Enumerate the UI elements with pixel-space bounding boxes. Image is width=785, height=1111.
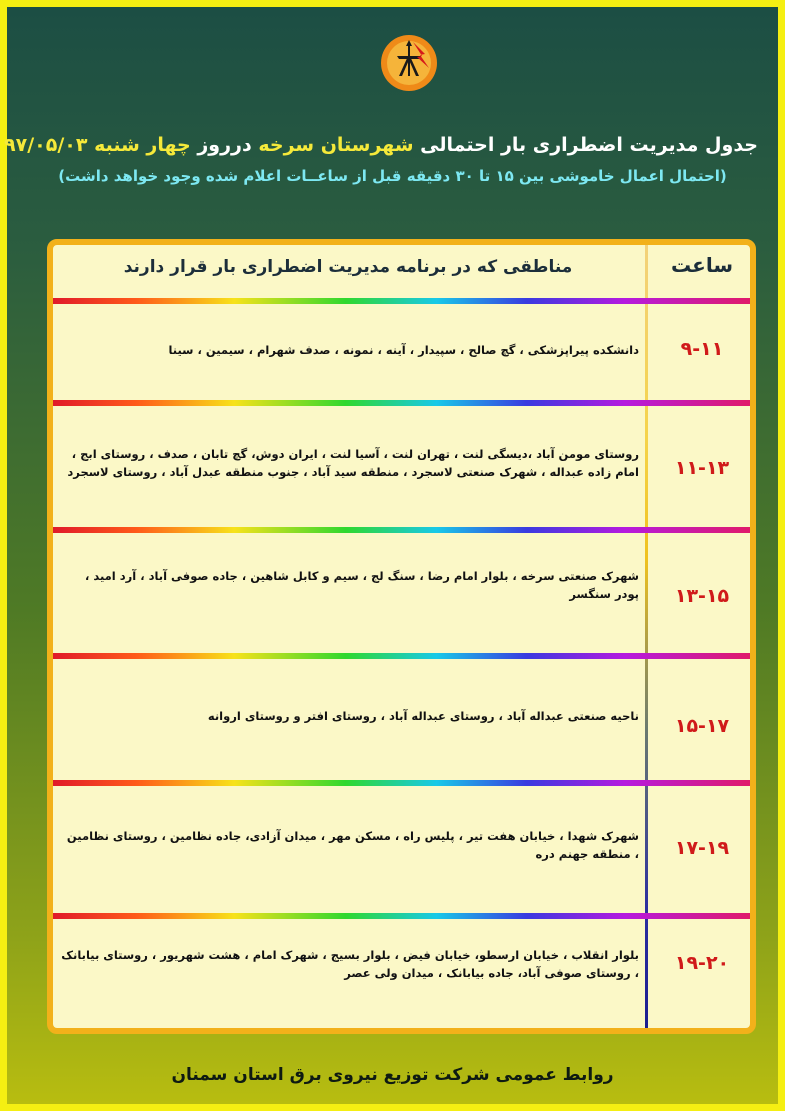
row-areas: شهرک صنعتی سرخه ، بلوار امام رضا ، سنگ لج ، سیم و کابل شاهین ، جاده صوفی آباد ، آرد امید ، پودر سنگسر: [84, 569, 639, 601]
rainbow-divider: [53, 400, 750, 406]
row-areas: دانشکده پیراپزشکی ، گچ صالح ، سپیدار ، آینه ، نمونه ، صدف شهرام ، سیمین ، سینا: [168, 343, 639, 357]
row-areas: ناحیه صنعتی عبداله آباد ، روستای عبداله آباد ، روستای افتر و روستای اروانه: [207, 709, 639, 723]
row-areas: بلوار انقلاب ، خیابان ارسطو، خیابان فیض ، بلوار بسیج ، شهرک امام ، هشت شهریور ، روستای بیابانک ، روستای صوفی آباد، جاده بیابانک ، میدان ولی عصر: [61, 948, 639, 980]
footer-credit: روابط عمومی شرکت توزیع نیروی برق استان سمنان: [171, 1065, 614, 1085]
areas-column-header: مناطقی که در برنامه مدیریت اضطراری بار قرار دارند: [123, 257, 573, 277]
row-time: ۹-۱۱: [680, 338, 724, 360]
row-time: ۱۷-۱۹: [674, 837, 730, 859]
row-areas: شهرک شهدا ، خیابان هفت تیر ، پلیس راه ، مسکن مهر ، میدان آزادی، جاده نظامین ، روستای نظامین ، منطقه جهنم دره: [66, 829, 639, 861]
rainbow-divider: [53, 527, 750, 533]
rainbow-divider: [53, 298, 750, 304]
schedule-table: [47, 239, 756, 1034]
title-part2: درروز: [190, 134, 259, 156]
row-time: ۱۱-۱۳: [674, 457, 730, 479]
row-time: ۱۵-۱۷: [674, 715, 730, 737]
rainbow-divider: [53, 780, 750, 786]
title-date: چهار شنبه ۹۷/۰۵/۰۳: [4, 134, 191, 156]
page-subtitle: (احتمال اعمال خاموشی بین ۱۵ تا ۳۰ دقیقه قبل از ساعــات اعلام شده وجود خواهد داشت): [58, 167, 727, 185]
row-areas: روستای مومن آباد ،دیسگی لنت ، تهران لنت ، آسیا لنت ، ایران دوش، گچ تابان ، صدف ، روستای ابج ، امام زاده عبداله ، شهرک صنعتی لاسجرد ، منطقه سید آباد ، جنوب منطقه عبدل آباد ، روستای لاسجرد: [67, 447, 639, 479]
column-divider: [645, 245, 648, 1028]
rainbow-divider: [53, 653, 750, 659]
row-time: ۱۳-۱۵: [674, 585, 730, 607]
title-part1: جدول مدیریت اضطراری بار احتمالی: [413, 134, 758, 156]
electricity-logo-icon: [379, 32, 439, 94]
rainbow-divider: [53, 913, 750, 919]
time-column-header: ساعت: [670, 253, 733, 277]
title-city: شهرستان سرخه: [258, 134, 414, 156]
row-time: ۱۹-۲۰: [674, 952, 730, 974]
page-title: [4, 134, 758, 156]
